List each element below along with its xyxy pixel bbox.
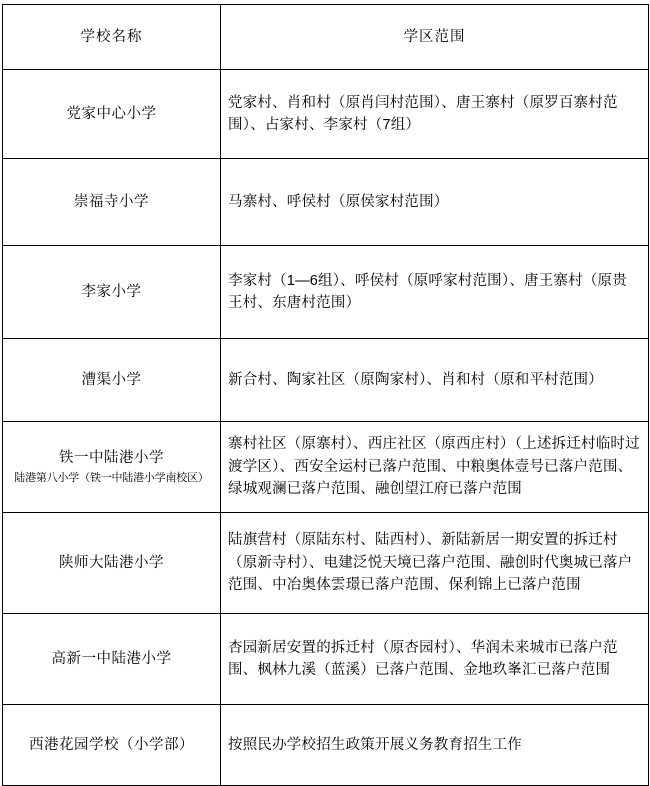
table-row: [3, 70, 649, 159]
school-name-text: 漕渠小学: [81, 371, 142, 388]
cell-district-range: 党家村、肖和村（原肖闫村范围）、唐王寨村（原罗百寨村范围）、占家村、李家村（7组）: [221, 70, 649, 159]
table-row: [3, 614, 649, 705]
cell-district-range: 李家村（1—6组）、呼侯村（原呼家村范围）、唐王寨村（原贵王村、东唐村范围）: [221, 246, 649, 339]
cell-school-name: [3, 159, 221, 246]
column-header-school-name: 学校名称: [3, 5, 221, 70]
column-header-district-range: 学区范围: [221, 5, 649, 70]
table-row: [3, 246, 649, 339]
cell-school-name: [3, 246, 221, 339]
cell-district-range: 寨村社区（原寨村）、西庄社区（原西庄村）（上述拆迁村临时过渡学区）、西安全运村已落户范围、中粮奥体壹号已落户范围、绿城观澜已落户范围、融创望江府已落户范围: [221, 422, 649, 513]
cell-school-name: [3, 614, 221, 705]
school-name-text: 西港花园学校（小学部）: [29, 736, 194, 753]
cell-school-name: [3, 513, 221, 614]
school-name-text: 铁一中陆港小学: [59, 449, 164, 466]
cell-district-range: 按照民办学校招生政策开展义务教育招生工作: [221, 705, 649, 786]
school-name-text: 党家中心小学: [66, 105, 157, 122]
table-row: [3, 513, 649, 614]
school-name-text: 陕师大陆港小学: [59, 554, 164, 571]
table-header: [3, 5, 649, 70]
school-district-table: [2, 4, 649, 786]
cell-district-range: 杏园新居安置的拆迁村（原杏园村）、华润未来城市已落户范围、枫林九溪（蓝溪）已落户范围、金地玖峯汇已落户范围: [221, 614, 649, 705]
cell-school-name: [3, 422, 221, 513]
cell-school-name: [3, 705, 221, 786]
table-row: [3, 705, 649, 786]
school-name-text: 高新一中陆港小学: [51, 650, 172, 667]
cell-school-name: [3, 339, 221, 422]
table-row: [3, 422, 649, 513]
cell-school-name: [3, 70, 221, 159]
cell-district-range: 马寨村、呼侯村（原侯家村范围）: [221, 159, 649, 246]
cell-district-range: 陆旗营村（原陆东村、陆西村）、新陆新居一期安置的拆迁村（原新寺村）、电建泛悦天境已落户范围、融创时代奥城已落户范围、中冶奥体雲璟已落户范围、保利锦上已落户范围: [221, 513, 649, 614]
school-name-text: 崇福寺小学: [74, 193, 149, 210]
table-row: [3, 159, 649, 246]
table-header-row: [3, 5, 649, 70]
school-name-text: 李家小学: [81, 283, 142, 300]
school-name-subtext: 陆港第八小学（铁一中陆港小学南校区）: [14, 472, 209, 485]
table-row: [3, 339, 649, 422]
table-body: [3, 70, 649, 786]
cell-district-range: 新合村、陶家社区（原陶家村）、肖和村（原和平村范围）: [221, 339, 649, 422]
